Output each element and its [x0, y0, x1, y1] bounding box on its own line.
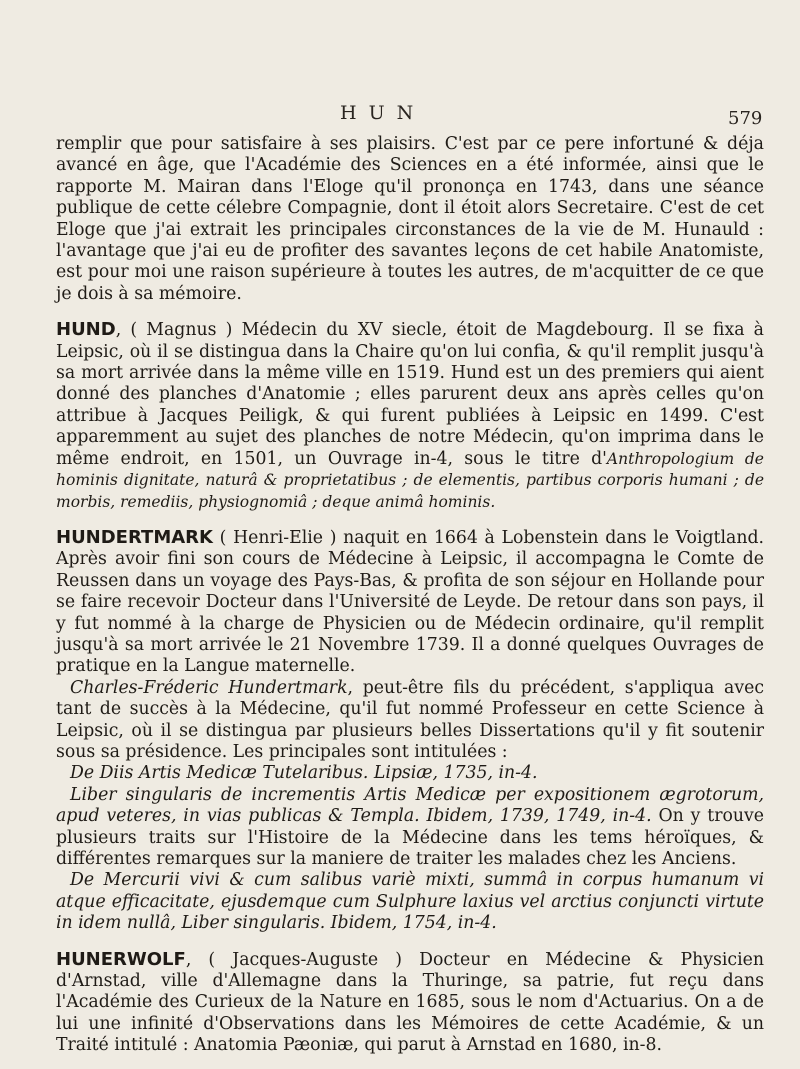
paragraph-hunauld-end: remplir que pour satisfaire à ses plaisirs. C'est par ce pere infortuné & déja avancé en âge, que l'Académie des Sciences en a été informée, ainsi que le rapporte M. Mairan dans l'Eloge qu'il prononça en 1743, dans une séance publique de cette célebre Compagnie, dont il étoit alors Secretaire. C'est de cet Eloge que j'ai extrait les principales circonstances de la vie de M. Hunauld : l'avantage que j'ai eu de profiter des savantes leçons de cet habile Anatomiste, est pour moi une raison supérieure à toutes les autres, de m'acquitter de ce que je dois à sa mémoire. — [56, 134, 764, 304]
citation-2 — [56, 785, 764, 871]
entry-head-hundertmark: HUNDERTMARK — [56, 526, 213, 548]
citation-1: De Diis Artis Medicæ Tutelaribus. Lipsiæ, 1735, in-4. — [70, 763, 538, 784]
entry-head-hund: HUND — [56, 319, 116, 341]
citation-2-note: On y trouve plusieurs traits sur l'Histoire de la Médecine dans les tems héroïques, & différentes remarques sur la maniere de traiter les malades chez les Anciens. — [56, 806, 765, 869]
entry-head-hunerwolf: HUNERWOLF — [56, 948, 186, 970]
entry-text-hundertmark: ( Henri-Elie ) naquit en 1664 à Lobenstein dans le Voigtland. Après avoir fini son cours de Médecine à Leipsic, il accompagna le Comte de Reussen dans un voyage des Pays-Bas, & profita de son séjour en Hollande pour se faire recevoir Docteur dans l'Université de Leyde. De retour dans son pays, il y fut nommé à la charge de Physicien ou de Médecin ordinaire, qu'il remplit jusqu'à sa mort arrivée le 21 Novembre 1739. Il a donné quelques Ouvrages de pratique en la Langue maternelle. — [56, 527, 765, 677]
running-head: HUN — [340, 102, 426, 124]
entry-hund — [56, 319, 764, 513]
entry-text-charles: , peut-être fils du précédent, s'appliqua avec tant de succès à la Médecine, qu'il fut nommé Professeur en cette Science à Leipsic, où il se distingua par plusieurs belles Dissertations qu'il y fit soutenir sous sa présidence. Les principales sont intitulées : — [56, 677, 764, 762]
citation-2-title: Liber singularis de incrementis Artis Medicæ per expositionem ægrotorum, apud veteres, in vias publicas & Templa. Ibidem, 1739, 1749, in-4. — [56, 784, 764, 827]
entry-hunerwolf — [56, 949, 764, 1057]
entry-text-hunerwolf: , ( Jacques-Auguste ) Docteur en Médecine & Physicien d'Arnstad, ville d'Allemagne dans la Thuringe, sa patrie, fut reçu dans l'Académie des Curieux de la Nature en 1685, sous le nom d'Actuarius. On a de lui une infinité d'Observations dans les Mémoires de cette Académie, & un Traité intitulé : Anatomia Pæoniæ, qui parut à Arnstad en 1680, in-8. — [56, 949, 764, 1056]
entry-hundertmark — [56, 527, 764, 678]
entry-text-hund: , ( Magnus ) Médecin du XV siecle, étoit de Magdebourg. Il se fixa à Leipsic, où il se distingua dans la Chaire qu'on lui confia, & qu'il remplit jusqu'à sa mort arrivée dans la même ville en 1519. Hund est un des premiers qui aient donné des planches d'Anatomie ; elles parurent deux ans après celles qu'on attribue à Jacques Peiligk, & qui furent publiées à Leipsic en 1499. C'est apparemment au sujet des planches de notre Médecin, qu'on imprima dans le même endroit, en 1501, un Ouvrage in-4, sous le titre d' — [56, 320, 764, 469]
entry-charles — [56, 678, 764, 764]
entry-title-hund: Anthropologium de hominis dignitate, naturâ & proprietatibus ; de elementis, partibus corporis humani ; de morbis, remediis, physiognomiâ ; deque animâ hominis. — [56, 449, 764, 511]
entry-name-charles: Charles-Fréderic Hundertmark — [70, 677, 348, 698]
page-header — [0, 98, 800, 128]
page-number: 579 — [728, 108, 763, 129]
citation-3: De Mercurii vivi & cum salibus variè mixti, summâ in corpus humanum vi atque efficacitate, ejusdemque cum Sulphure laxius vel arctius conjuncti virtute in idem nullâ, Liber singularis. Ibidem, 1754, in-4. — [56, 870, 764, 934]
body-text — [56, 134, 764, 1057]
